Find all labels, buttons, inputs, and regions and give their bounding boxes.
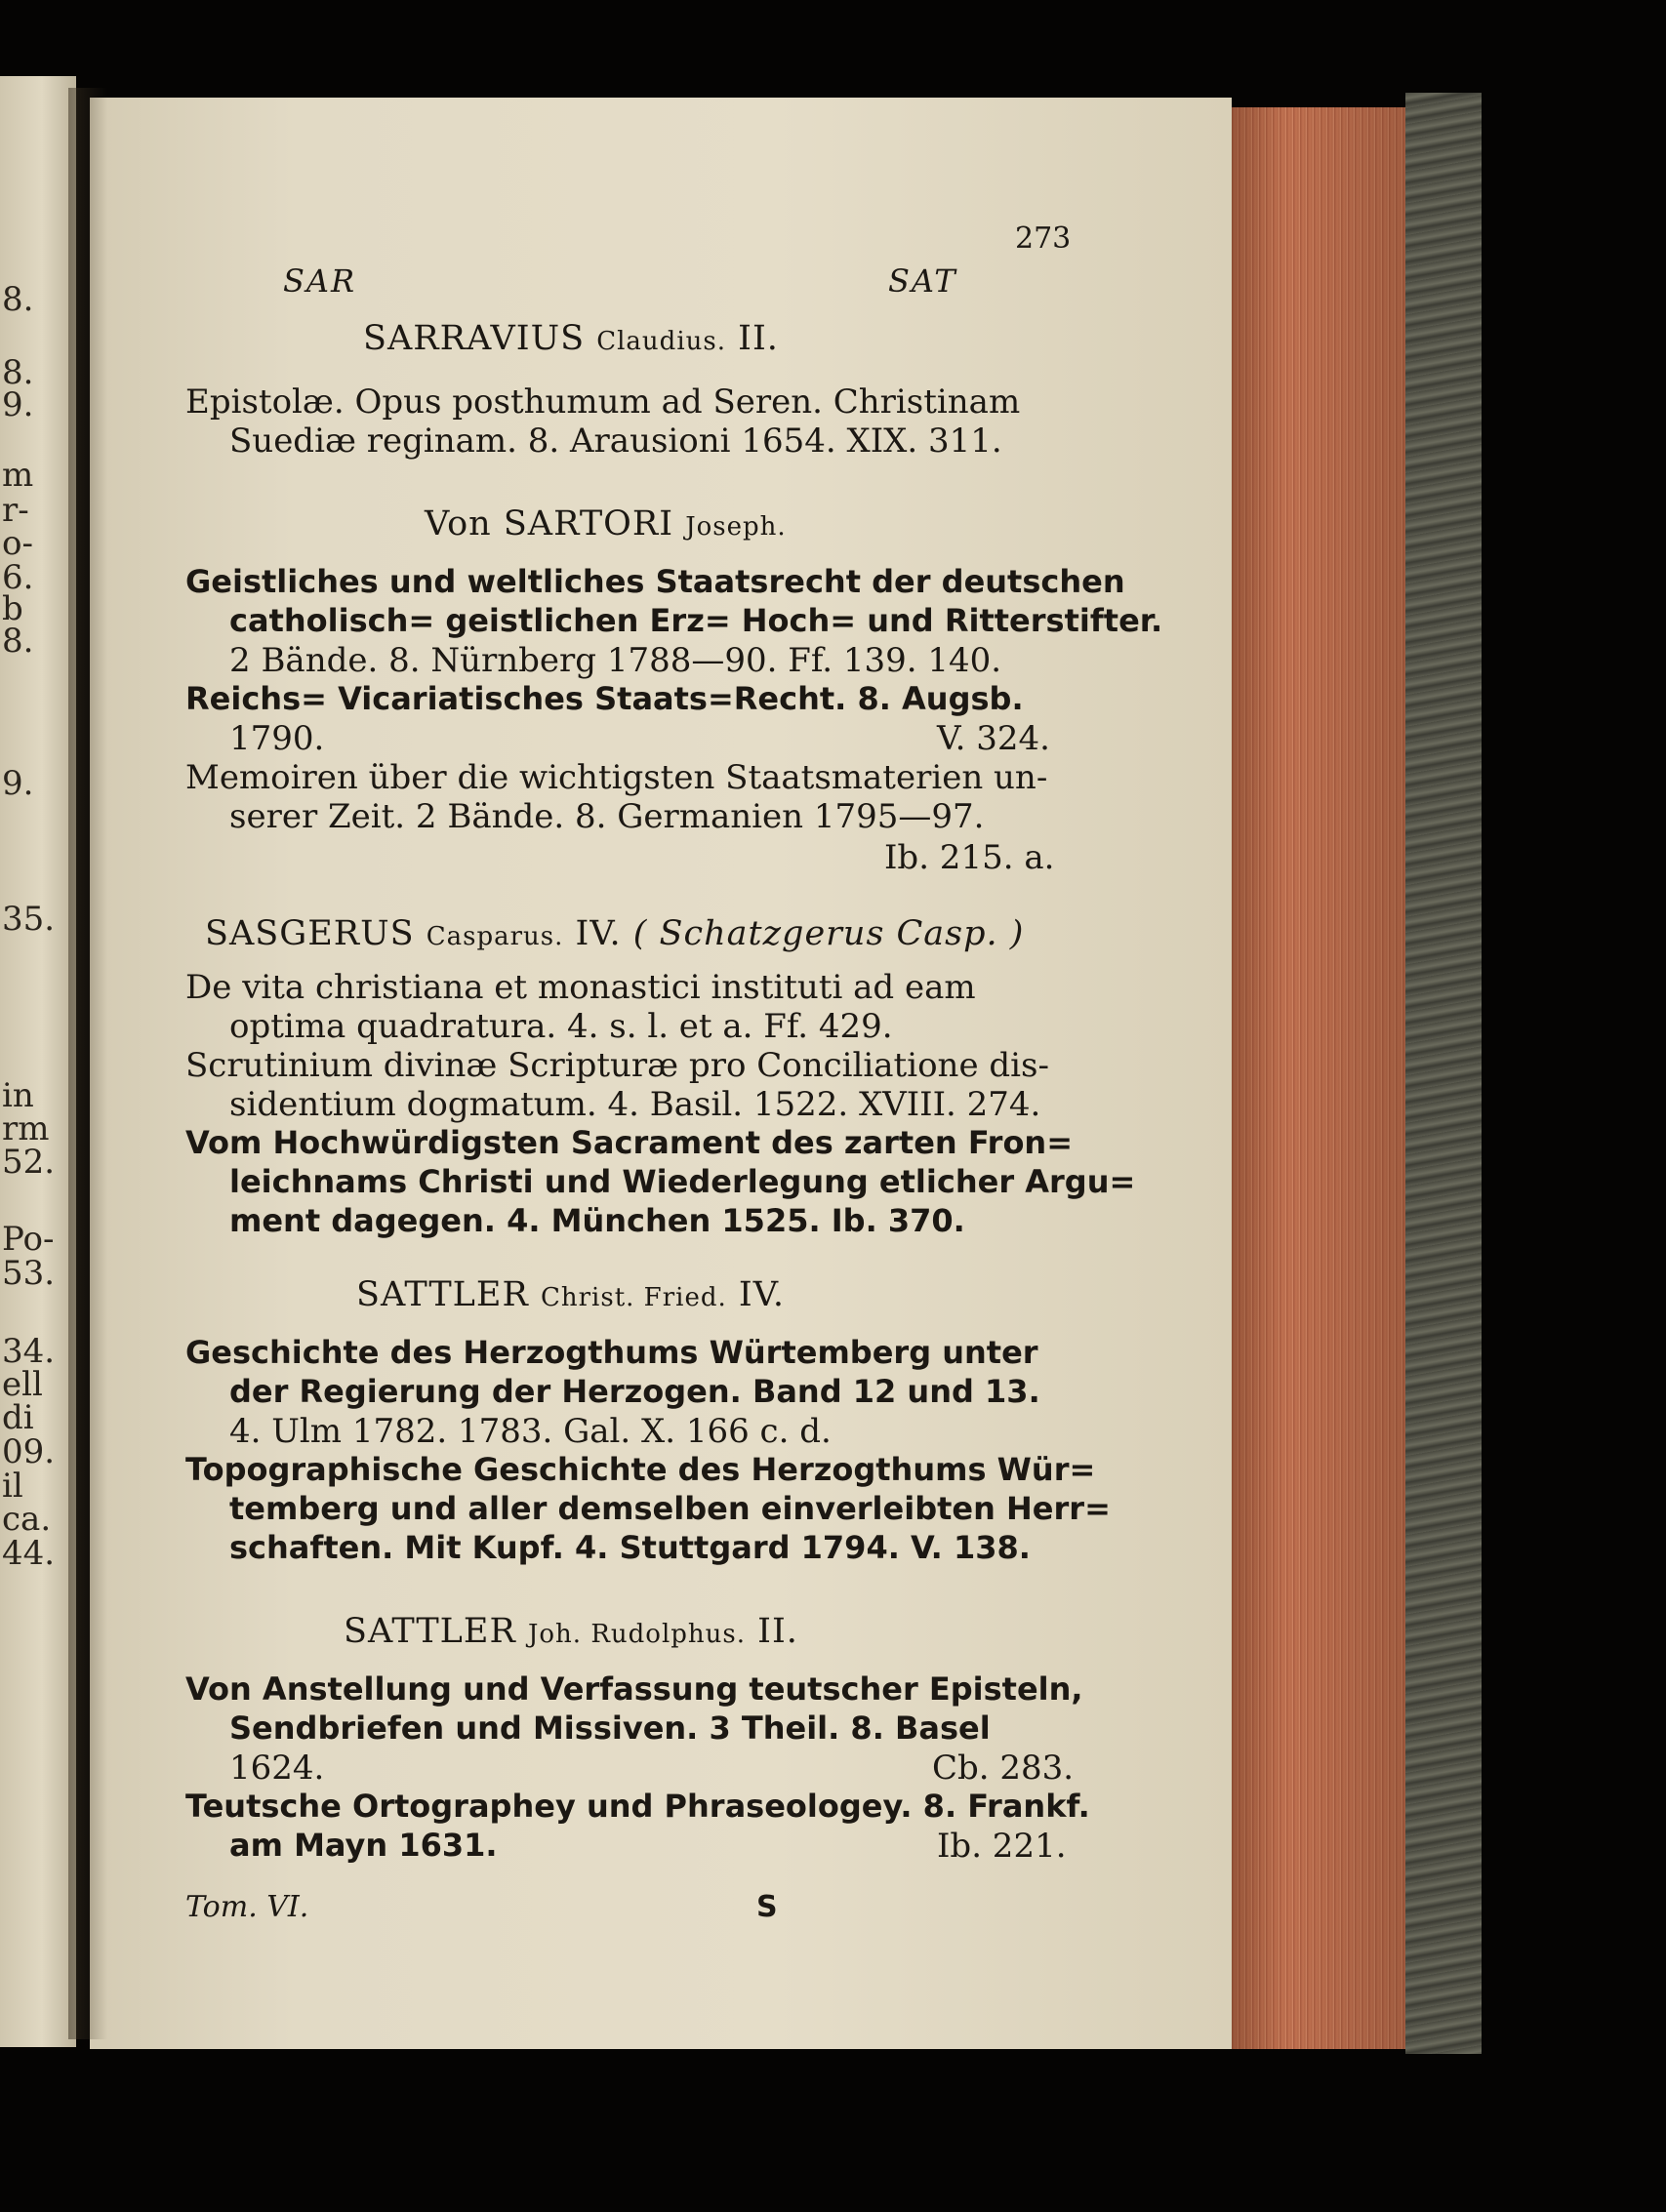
entry-line: De vita christiana et monastici instituti ad eam [185, 968, 976, 1007]
entry-line: 1624. [229, 1749, 325, 1788]
entry-line: optima quadratura. 4. s. l. et a. Ff. 429. [229, 1007, 893, 1046]
margin-fragment: 35. [2, 900, 56, 939]
volume-number: IV. [738, 1275, 786, 1314]
author-forename: Casparus. [426, 922, 564, 951]
margin-fragment: ca. [2, 1500, 52, 1539]
author-forename: Joseph. [685, 512, 787, 542]
margin-fragment: ell [2, 1365, 43, 1404]
entry-line: Cb. 283. [932, 1749, 1075, 1788]
margin-fragment: 9. [2, 385, 34, 424]
margin-fragment: m [2, 456, 34, 495]
margin-fragment: 8. [2, 280, 34, 319]
volume-number: IV. [575, 914, 622, 953]
margin-fragment: 34. [2, 1332, 56, 1371]
entry-line: 4. Ulm 1782. 1783. Gal. X. 166 c. d. [229, 1412, 832, 1451]
entry-heading [205, 914, 1025, 953]
margin-fragment: o- [2, 524, 33, 563]
margin-fragment: r- [2, 491, 29, 530]
entry-line: am Mayn 1631. [229, 1827, 498, 1864]
author-forename: Joh. Rudolphus. [527, 1620, 746, 1649]
margin-fragment: 9. [2, 764, 34, 803]
entry-heading [344, 1612, 798, 1651]
running-head-right: SAT [888, 262, 957, 300]
entry-line: Epistolæ. Opus posthumum ad Seren. Christinam [185, 382, 1021, 422]
margin-fragment: 53. [2, 1254, 56, 1293]
margin-fragment: 8. [2, 622, 34, 661]
entry-line: catholisch= geistlichen Erz= Hoch= und Ritterstifter. [229, 602, 1163, 639]
entry-line: Scrutinium divinæ Scripturæ pro Conciliatione dis- [185, 1046, 1049, 1085]
entry-line: der Regierung der Herzogen. Band 12 und 13. [229, 1373, 1040, 1410]
entry-line: 2 Bände. 8. Nürnberg 1788—90. Ff. 139. 140. [229, 641, 1002, 680]
entry-line: Suediæ reginam. 8. Arausioni 1654. XIX. 311. [229, 422, 1002, 461]
margin-fragment: 6. [2, 558, 34, 597]
entry-heading [425, 504, 787, 543]
entry-line: Topographische Geschichte des Herzogthums Wür= [185, 1451, 1096, 1488]
entry-line: sidentium dogmatum. 4. Basil. 1522. XVIII. 274. [229, 1085, 1041, 1124]
margin-fragment: 8. [2, 353, 34, 392]
entry-line: schaften. Mit Kupf. 4. Stuttgard 1794. V. 138. [229, 1529, 1031, 1566]
entry-line: leichnams Christi und Wiederlegung etlicher Argu= [229, 1163, 1136, 1200]
author-forename: Claudius. [596, 327, 726, 356]
author-surname: SARRAVIUS [363, 319, 586, 358]
page-number: 273 [1015, 221, 1072, 256]
entry-line: Geistliches und weltliches Staatsrecht der deutschen [185, 563, 1125, 600]
page-edges-shade [1232, 107, 1415, 2049]
margin-fragment: 09. [2, 1432, 56, 1471]
left-page-edge [0, 76, 76, 2047]
volume-number: II. [738, 319, 779, 358]
book-cover [1405, 93, 1482, 2054]
entry-line: V. 324. [937, 719, 1050, 758]
margin-fragment: il [2, 1467, 23, 1506]
page-gutter-shadow [68, 88, 107, 2039]
margin-fragment: 44. [2, 1534, 56, 1573]
author-forename: Christ. Fried. [540, 1283, 727, 1312]
signature-tom: Tom. VI. [185, 1890, 309, 1924]
author-surname: SASGERUS [205, 914, 415, 953]
margin-fragment: 52. [2, 1143, 56, 1182]
author-surname: SARTORI [503, 504, 674, 543]
entry-line: Reichs= Vicariatisches Staats=Recht. 8. Augsb. [185, 680, 1024, 717]
entry-line: Ib. 215. a. [884, 838, 1055, 877]
margin-fragment: rm [2, 1109, 50, 1148]
sheet-mark: S [756, 1890, 778, 1924]
entry-line: Teutsche Ortographey und Phraseologey. 8. Frankf. [185, 1788, 1090, 1825]
entry-line: temberg und aller demselben einverleibten Herr= [229, 1490, 1111, 1527]
entry-line: Vom Hochwürdigsten Sacrament des zarten Fron= [185, 1124, 1074, 1161]
entry-line: Von Anstellung und Verfassung teutscher Episteln, [185, 1670, 1083, 1708]
author-surname: SATTLER [356, 1275, 529, 1314]
margin-fragment: di [2, 1398, 34, 1437]
entry-heading [363, 319, 779, 358]
entry-line: Ib. 221. [937, 1827, 1067, 1866]
margin-fragment: Po- [2, 1220, 55, 1259]
volume-number: II. [757, 1612, 798, 1651]
author-surname: SATTLER [344, 1612, 516, 1651]
margin-fragment: b [2, 589, 23, 628]
entry-line: 1790. [229, 719, 325, 758]
entry-line: serer Zeit. 2 Bände. 8. Germanien 1795—97. [229, 797, 985, 836]
margin-fragment: in [2, 1076, 34, 1115]
running-head-left: SAR [283, 262, 357, 300]
entry-line: Memoiren über die wichtigsten Staatsmaterien un- [185, 758, 1048, 797]
entry-line: ment dagegen. 4. München 1525. Ib. 370. [229, 1202, 965, 1239]
variant-name: ( Schatzgerus Casp. ) [632, 914, 1025, 953]
entry-line: Sendbriefen und Missiven. 3 Theil. 8. Basel [229, 1709, 991, 1747]
author-prefix: Von [425, 504, 492, 543]
entry-heading [356, 1275, 786, 1314]
entry-line: Geschichte des Herzogthums Würtemberg unter [185, 1334, 1038, 1371]
